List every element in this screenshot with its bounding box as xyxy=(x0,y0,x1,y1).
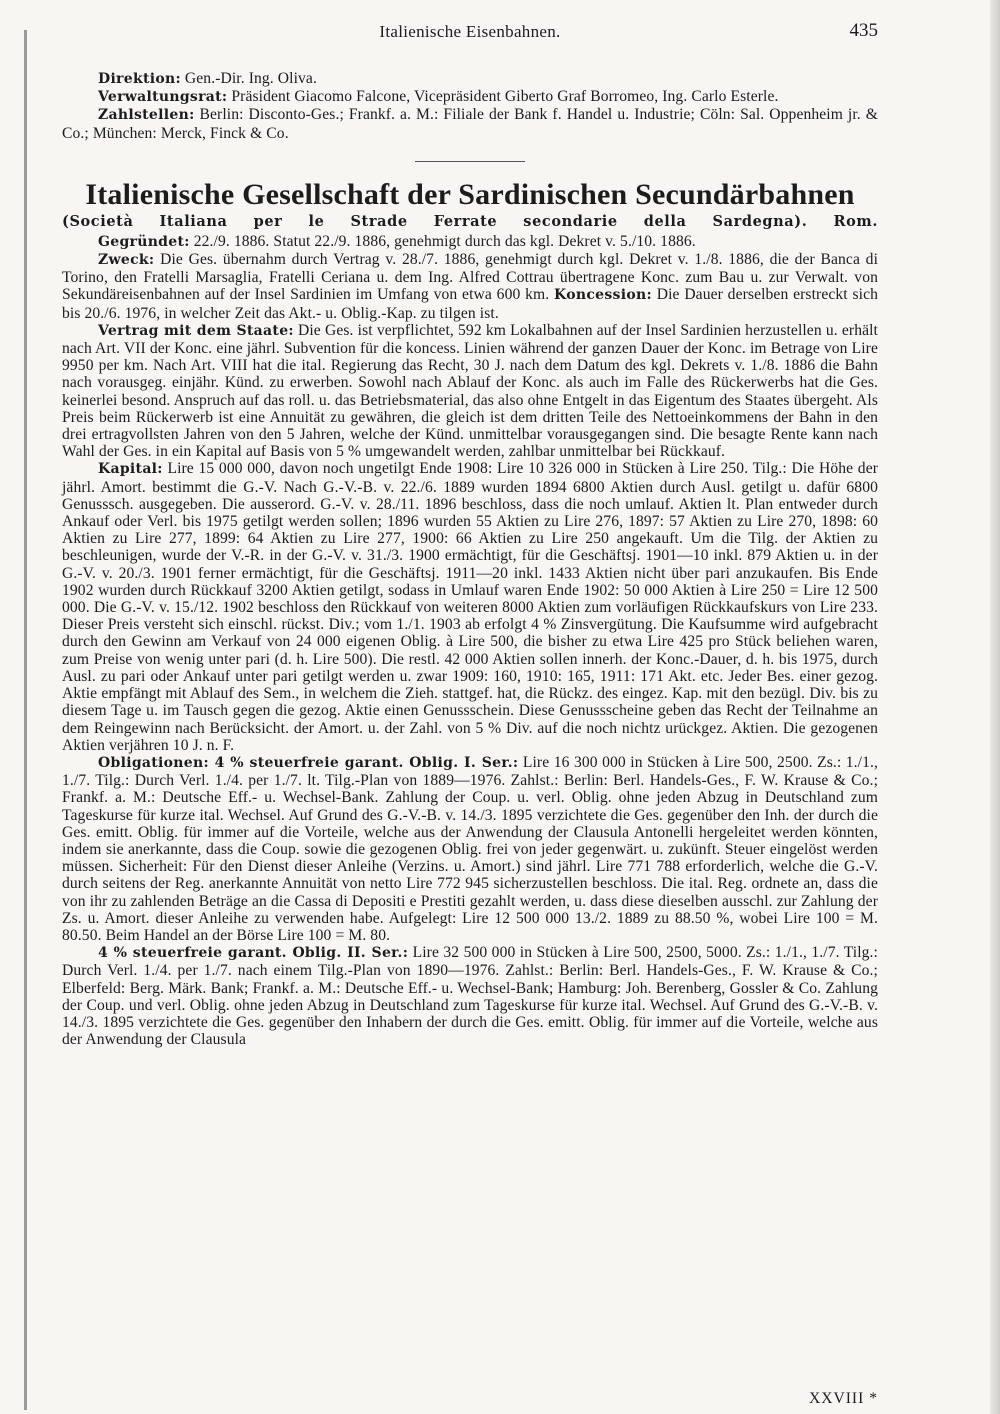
section-divider xyxy=(415,161,525,162)
binding-edge xyxy=(24,30,27,1410)
koncession-label: Koncession: xyxy=(554,287,652,304)
vertrag-label: Vertrag mit dem Staate: xyxy=(98,322,294,339)
obligationen-1-paragraph xyxy=(62,754,878,944)
verwaltungsrat-text: Präsident Giacomo Falcone, Vicepräsident Giberto Graf Borromeo, Ing. Carlo Esterle. xyxy=(231,88,779,106)
zweck-label: Zweck: xyxy=(98,252,155,269)
direktion-label: Direktion: xyxy=(98,71,181,87)
gegruendet-text: 22./9. 1886. Statut 22./9. 1886, genehmigt durch das kgl. Dekret v. 5./10. 1886. xyxy=(193,232,696,250)
zahlstellen-text: Berlin: Disconto-Ges.; Frankf. a. M.: Filiale der Bank f. Handel u. Industrie; Cöln: Sal. Oppenheim jr. & Co.; München: Merck, Finck & Co. xyxy=(62,106,878,142)
verwaltungsrat-label: Verwaltungsrat: xyxy=(98,89,228,106)
printer-signature: XXVIII * xyxy=(808,1390,878,1407)
obligationen-1-label: Obligationen: 4 % steuerfreie garant. Oblig. I. Ser.: xyxy=(98,754,519,771)
company-title: Italienische Gesellschaft der Sardinischen Secundärbahnen xyxy=(85,177,855,211)
koncession-text: Die Dauer derselben erstreckt sich bis 20./6. 1976, in welcher Zeit das Akt.- u. Oblig.-Kap. zu tilgen ist. xyxy=(62,286,878,322)
zahlstellen-paragraph xyxy=(62,106,878,141)
zahlstellen-label: Zahlstellen: xyxy=(98,107,195,124)
running-title: Italienische Eisenbahnen. xyxy=(379,22,561,41)
zweck-paragraph xyxy=(62,251,878,322)
obligationen-2-paragraph xyxy=(62,944,878,1048)
verwaltungsrat-paragraph xyxy=(62,88,878,106)
company-subtitle-italian: (Società Italiana per le Strade Ferrate secondarie della Sardegna). xyxy=(62,212,808,230)
kapital-label: Kapital: xyxy=(98,461,163,478)
page-number: 435 xyxy=(849,20,878,41)
obligationen-2-label: 4 % steuerfreie garant. Oblig. II. Ser.: xyxy=(98,945,409,962)
gegruendet-label: Gegründet: xyxy=(98,233,190,250)
page-edge-shadow xyxy=(990,0,1000,1414)
kapital-text: Lire 15 000 000, davon noch ungetilgt Ende 1908: Lire 10 326 000 in Stücken à Lire 250. Tilg.: Die Höhe der jährl. Amort. bestimmt die G.-V. Nach G.-V.-B. v. 22./6. 1889 wurden 1894 6800 Aktien durch Ausl. getilgt u. dafür 6800 Genusssch. ausgegeben. Die ausserord. G.-V. v. 28./11. 1896 beschloss, dass die noch umlauf. Aktien lt. Plan entweder durch Ankauf oder Verl. bis 1975 getilgt werden sollen; 1896 wurden 55 Aktien zu Lire 276, 1897: 57 Aktien zu Lire 270, 1898: 60 Aktien zu Lire 277, 1899: 64 Aktien zu Lire 277, 1900: 66 Aktien zu Lire 250 angekauft. Um die Tilg. der Aktien zu beschleunigen, wurde der V.-R. in der G.-V. v. 31./3. 1900 ermächtigt, für die Geschäftsj. 1901—10 inkl. 879 Aktien u. in der G.-V. v. 20./3. 1901 ferner ermächtigt, für die Geschäftsj. 1911—20 inkl. 1433 Aktien nicht über pari anzukaufen. Bis Ende 1902 wurden durch Rückkauf 3200 Aktien getilgt, sodass in Umlauf waren Ende 1902: 50 000 Aktien à Lire 250 = Lire 12 500 000. Die G.-V. v. 15./12. 1902 beschloss den Rückkauf von weiteren 8000 Aktien zum vorläufigen Rückkaufskurs von Lire 233. Dieser Preis versteht sich einschl. rückst. Div.; vom 1./1. 1903 ab erfolgt 4 % Zinsvergütung. Die Kaufsumme wird aufgebracht durch den Gewinn am Verkauf von 24 000 eigenen Oblig. à Lire 500, die bisher zu etwa Lire 425 pro Stück beliehen waren, zum Preise von wenig unter pari (d. h. Lire 500). Die restl. 42 000 Aktien sollen innerh. der Konc.-Dauer, d. h. bis 1975, durch Ausl. zu pari oder Ankauf unter pari getilgt werden u. zwar 1909: 160, 1910: 165, 1911: 171 Akt. etc. Jeder Bes. einer gezog. Aktie empfängt mit Ablauf des Sem., in welchem die Zieh. stattgef. hat, die Rückz. des eingez. Kap. mit den bezügl. Div. bis zu diesem Tage u. im Tausch gegen die gezog. Aktie einen Genussschein. Diese Genussscheine geben das Recht der Teilnahme an dem Reingewinn nach Berücksicht. der Amort. u. der Zahl. von 5 % Div. auf die noch nichtz urückgez. Aktien. Die gezogenen Aktien verjähren 10 J. n. F. xyxy=(62,460,879,754)
kapital-paragraph xyxy=(62,460,878,753)
obligationen-1-text: Lire 16 300 000 in Stücken à Lire 500, 2500. Zs.: 1./1., 1./7. Tilg.: Durch Verl. 1./4. per 1./7. lt. Tilg.-Plan von 1889—1976. Zahlst.: Berlin: Berl. Handels-Ges., F. W. Krause & Co.; Frankf. a. M.: Deutsche Eff.- u. Wechsel-Bank. Zahlung der Coup. u. verl. Oblig. ohne jeden Abzug in Deutschland zum Tageskurse für kurze ital. Wechsel. Auf Grund des G.-V.-B. v. 14./3. 1895 verzichtete die Ges. gegenüber den Inh. der durch die Ges. emitt. Oblig. für immer auf die Vorteile, welche aus der Anwendung der Clausula Antonelli hergeleitet werden könnten, indem sie anerkannte, dass die Coup. sowie die gezogenen Oblig. frei von jeder gegenwärt. u. zukünft. Steuer eingelöst werden müssen. Sicherheit: Für den Dienst dieser Anleihe (Verzins. u. Amort.) sind jährl. Lire 771 788 erforderlich, welche die G.-V. durch seitens der Reg. anerkannte Annuität von netto Lire 772 945 sicherzustellen beschloss. Die ital. Reg. ordnete an, dass die von ihr zu zahlenden Beträge an die Cassa di Depositi e Prestiti gezahlt werden, u. dass diese dieselben ausschl. zur Zahlung der Zs. u. Amort. dieser Anleihe zu verwenden habe. Aufgelegt: Lire 12 500 000 13./2. 1889 zu 88.50 %, wobei Lire 100 = M. 80.50. Beim Handel an der Börse Lire 100 = M. 80. xyxy=(62,753,878,944)
vertrag-text: Die Ges. ist verpflichtet, 592 km Lokalbahnen auf der Insel Sardinien herzustellen u. erhält nach Art. VII der Konc. eine jährl. Subvention für die koncess. Linien während der ganzen Dauer der Konc. im Betrage von Lire 9950 per km. Nach Art. VIII hat die ital. Regierung das Recht, 30 J. nach dem Datum des kgl. Dekrets v. 1./8. 1886 die Bahn nach vorausgeg. einjähr. Künd. zu erwerben. Sowohl nach Ablauf der Konc. als auch im Falle des Rückerwerbs hat die Ges. keinerlei besond. Anspruch auf das roll. u. das Betriebsmaterial, das also ohne Entgelt in das Eigentum des Staates übergeht. Als Preis beim Rückerwerb ist eine Annuität zu gewähren, die gleich ist dem dritten Teile des Nettoeinkommens der Bahn in den drei ertragvollsten Jahren von den 5 Jahren, welche der Künd. unmittelbar vorausgegangen sind. Die besagte Rente kann nach Wahl der Ges. in ein Kapital auf Basis von 5 % umgewandelt werden, zahlbar unmittelbar bei Rückkauf. xyxy=(62,321,878,461)
page-header xyxy=(62,18,878,48)
direktion-paragraph xyxy=(62,70,878,88)
company-subtitle xyxy=(62,212,878,231)
gegruendet-paragraph xyxy=(62,233,878,251)
company-city: Rom. xyxy=(833,212,878,230)
obligationen-2-text: Lire 32 500 000 in Stücken à Lire 500, 2500, 5000. Zs.: 1./1., 1./7. Tilg.: Durch Verl. 1./4. per 1./7. nach einem Tilg.-Plan von 1890—1976. Zahlst.: Berlin: Berl. Handels-Ges., F. W. Krause & Co.; Elberfeld: Berg. Märk. Bank; Frankf. a. M.: Deutsche Eff.- u. Wechsel-Bank; Hamburg: Joh. Berenberg, Gossler & Co. Zahlung der Coup. und verl. Oblig. ohne jeden Abzug in Deutschland zum Tageskurse für kurze ital. Wechsel. Auf Grund des G.-V.-B. v. 14./3. 1895 verzichtete die Ges. gegenüber den Inhabern der durch die Ges. emitt. Oblig. für immer auf die Vorteile, welche aus der Anwendung der Clausula xyxy=(62,944,878,1049)
zweck-text: Die Ges. übernahm durch Vertrag v. 28./7. 1886, genehmigt durch kgl. Dekret v. 1./8. 1886, die der Banca di Torino, den Fratelli Marsaglia, Fratelli Ceriana u. dem Ing. Alfred Cottrau übertragene Konc. zum Bau u. zur Verwalt. von Sekundäreisenbahnen auf der Insel Sardinien im Umfang von etwa 600 km. xyxy=(62,251,878,304)
direktion-text: Gen.-Dir. Ing. Oliva. xyxy=(184,70,317,87)
vertrag-paragraph xyxy=(62,322,878,461)
page-content xyxy=(62,18,878,1048)
previous-entry-tail xyxy=(62,70,878,142)
